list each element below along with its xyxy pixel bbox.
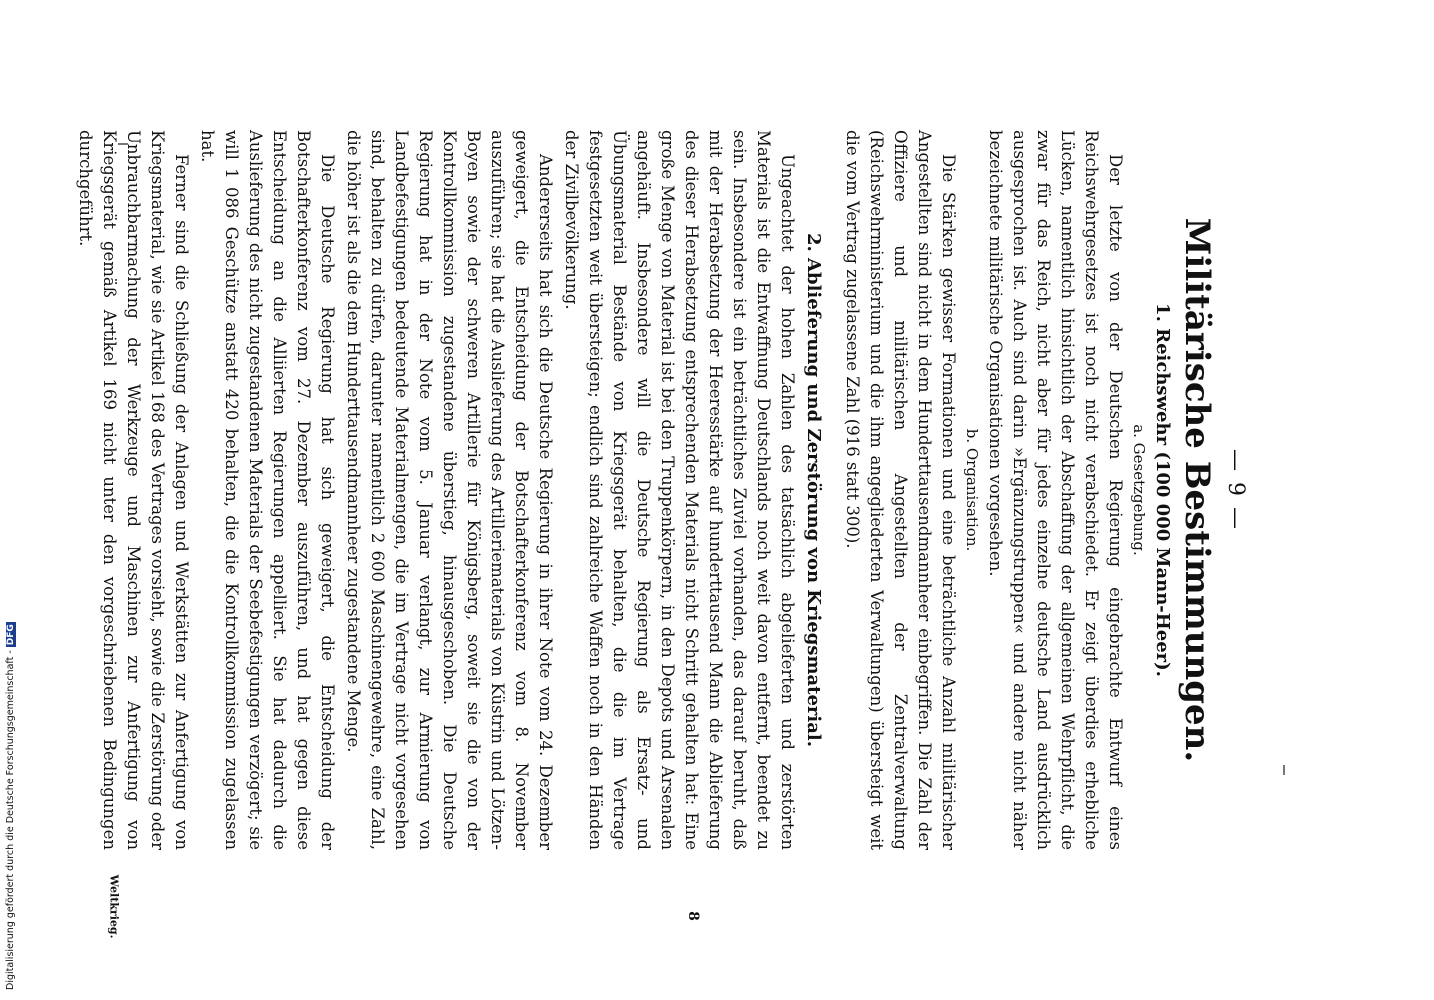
subheading-organisation: b. Organisation.: [963, 428, 981, 552]
section-heading-reichswehr: 1. Reichswehr (100 000 Mann-Heer).: [1152, 303, 1173, 677]
scan-mark: [1283, 765, 1285, 775]
document-title: Militärische Bestimmungen.: [1177, 217, 1217, 763]
paragraph-werkstaetten: Ferner sind die Schließung der Anlagen und Werkstätten zur Anfertigung von Kriegsmaterial, wie sie Artikel 168 des Vertrages vorsieht, sowie die Zerstörung oder Unbrauchbarmachung der Werkzeuge und Maschinen zur Anfertigung von Kriegsgerät gemäß Artikel 169 nicht unter den vorgeschriebenen Bedingungen durchgeführt.: [76, 130, 191, 850]
dfg-logo: DFG: [6, 624, 16, 646]
paragraph-entwaffnung: Ungeachtet der hohen Zahlen des tatsächlich abgelieferten und zerstörten Materials ist die Entwaffnung Deutschlands noch weit davon entfernt, beendet zu sein. Insbesondere ist ein beträchtliches Zuviel vorhanden, das darauf beruht, daß mit der Herabsetzung der Heeresstärke auf hunderttausend Mann die Ablieferung des dieser Herabsetzung entsprechenden Materials nicht Schritt gehalten hat: Eine große Menge von Material ist bei den Truppenkörpern, in den Depots und Arsenalen angehäuft. Insbesondere will die Deutsche Regierung als Ersatz- und Übungsmaterial Bestände von Kriegsgerät behalten, die die im Vertrage festgesetzten weit übersteigen; endlich sind zahlreiche Waffen noch in den Händen der Zivilbevölkerung.: [562, 130, 797, 850]
paragraph-organisation: Die Stärken gewisser Formationen und eine beträchtliche Anzahl militärischer Angestellten sind nicht in dem Hunderttausendmannheer einbegriffen. Die Zahl der Offiziere und militärischen Angestellten der Zentralverwaltung (Reichswehrministerium und die ihm angegliederten Verwaltungen) übersteigt weit die vom Vertrag zugelassene Zahl (916 statt 300).: [843, 130, 958, 850]
section-heading-kriegsmaterial: 2. Ablieferung und Zerstörung von Kriegsmaterial.: [803, 232, 824, 748]
subheading-gesetzgebung: a. Gesetzgebung.: [1130, 424, 1148, 556]
document-text-block: [71, 130, 1248, 850]
printer-signature: Weltkrieg.: [107, 874, 121, 939]
paragraph-gesetzgebung: Der letzte von der Deutschen Regierung eingebrachte Entwurf eines Reichswehrgesetzes ist noch nicht verabschiedet. Er zeigt überdies erhebliche Lücken, namentlich hinsichtlich der Abschaffung der allgemeinen Wehrpflicht, die zwar für das Reich, nicht aber für jedes einzelne deutsche Land ausdrücklich ausgesprochen ist. Auch sind darin »Ergänzungstruppen« und andere nicht näher bezeichnete militärische Organisationen vorgesehen.: [986, 130, 1125, 850]
sheet-number: 8: [684, 911, 701, 921]
digitization-text: Digitalisierung gefördert durch die Deutsche Forschungsgemeinschaft -: [5, 650, 16, 990]
paragraph-botschafterkonferenz: Die Deutsche Regierung hat sich geweigert, die Entscheidung der Botschafterkonferenz vom 27. Dezember auszuführen, und hat gegen diese Entscheidung an die Alliierten Regierungen appelliert. Sie hat dadurch die Auslieferung des nicht zugestandenen Materials der Seebefestigungen verzögert; sie will 1 086 Geschütze anstatt 420 behalten, die die Kontrollkommission zugelassen hat.: [198, 130, 337, 850]
digitization-sidebar: [0, 600, 22, 1000]
paragraph-note-24-dezember: Andererseits hat sich die Deutsche Regierung in ihrer Note vom 24. Dezember geweigert, die Entscheidung der Botschafterkonferenz vom 8. November auszuführen; sie hat die Auslieferung des Artilleriematerials von Küstrin und Lötzen-Boyen sowie der schweren Artillerie für Königsberg, soweit sie die von der Kontrollkommission zugestandene überstieg, hinausgeschoben. Die Deutsche Regierung hat in der Note vom 5. Januar verlangt, zur Armierung von Landbefestigungen bedeutende Materialmengen, die im Vertrage nicht vorgesehen sind, behalten zu dürfen, darunter namentlich 2 600 Maschinengewehre, eine Zahl, die höher ist als die dem Hunderttausendmannheer zugestandene Menge.: [344, 130, 555, 850]
page-number: — 9 —: [1223, 449, 1248, 531]
digitization-notice: [5, 622, 16, 990]
